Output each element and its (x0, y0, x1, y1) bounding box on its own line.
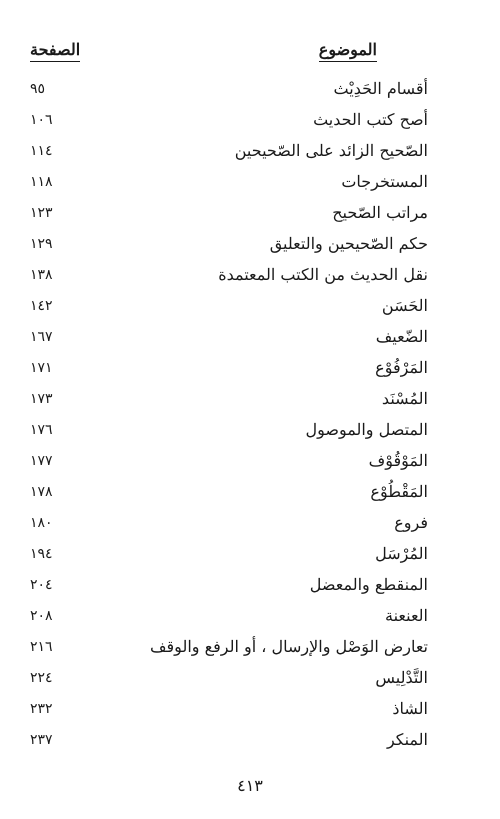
toc-page-number: ١٤٢ (30, 298, 53, 314)
toc-header (30, 40, 473, 64)
toc-row (30, 663, 500, 694)
toc-page-number: ٢٢٤ (30, 670, 53, 686)
toc-page-number: ٩٥ (30, 81, 46, 97)
page-column-heading: الصفحة (30, 40, 80, 62)
toc-row (30, 136, 500, 167)
toc-topic: تعارض الوَصْل والإرسال ، أو الرفع والوقف (149, 637, 428, 656)
toc-topic: أقسام الحَدِيْث (333, 79, 428, 98)
toc-topic: العنعنة (385, 606, 428, 625)
toc-topic: المُسْنَد (381, 389, 428, 408)
toc-row (30, 539, 500, 570)
toc-page-number: ١٩٤ (30, 546, 53, 562)
toc-page-number: ١٣٨ (30, 267, 53, 283)
toc-topic: التَّدْلِيس (375, 668, 428, 687)
toc-topic: المَقْطُوْع (370, 482, 428, 501)
toc-page-number: ٢٠٤ (30, 577, 53, 593)
toc-page-number: ١٢٣ (30, 205, 53, 221)
toc-row (30, 694, 500, 725)
toc-topic: الحَسَن (381, 296, 428, 315)
toc-row (30, 632, 500, 663)
toc-topic: حكم الصّحيحين والتعليق (269, 234, 428, 253)
toc-row (30, 508, 500, 539)
toc-topic: المستخرجات (341, 172, 428, 191)
toc-topic: الضّعيف (375, 327, 428, 346)
toc-topic: المَرْفُوْع (375, 358, 428, 377)
toc-topic: نقل الحديث من الكتب المعتمدة (218, 265, 428, 284)
toc-page-number: ٢٠٨ (30, 608, 53, 624)
toc-page-number: ١٧٨ (30, 484, 53, 500)
toc-row (30, 353, 500, 384)
toc-topic: المُرْسَل (375, 544, 428, 563)
toc-page-number: ١٧٧ (30, 453, 53, 469)
toc-row (30, 229, 500, 260)
toc-page-number: ١٦٧ (30, 329, 53, 345)
toc-page-number: ٢٣٢ (30, 701, 53, 717)
toc-topic: المتصل والموصول (305, 420, 428, 439)
toc-row (30, 105, 500, 136)
page-folio-number: ٤١٣ (237, 776, 263, 795)
toc-row (30, 477, 500, 508)
toc-topic: مراتب الصّحيح (332, 203, 428, 222)
toc-page-number: ١١٨ (30, 174, 53, 190)
toc-topic: المنكر (386, 730, 428, 749)
toc-topic: أصح كتب الحديث (313, 110, 428, 129)
toc-row (30, 322, 500, 353)
toc-topic: الشاذ (392, 699, 428, 718)
toc-row (30, 198, 500, 229)
toc-page-number: ١١٤ (30, 143, 53, 159)
toc-row (30, 74, 500, 105)
topic-column-heading: الموضوع (319, 40, 377, 62)
toc-topic: المَوْقُوْف (368, 451, 428, 470)
toc-topic: فروع (394, 513, 428, 532)
toc-topic: المنقطع والمعضل (309, 575, 428, 594)
table-of-contents (30, 74, 500, 756)
toc-page-number: ١٧٣ (30, 391, 53, 407)
toc-topic: الصّحيح الزائد على الصّحيحين (234, 141, 428, 160)
toc-page-number: ١٧١ (30, 360, 53, 376)
toc-page-number: ٢٣٧ (30, 732, 53, 748)
toc-row (30, 570, 500, 601)
toc-page-number: ١٢٩ (30, 236, 53, 252)
toc-row (30, 167, 500, 198)
toc-row (30, 415, 500, 446)
toc-page-number: ١٨٠ (30, 515, 53, 531)
toc-row (30, 384, 500, 415)
toc-page-number: ١٠٦ (30, 112, 53, 128)
toc-page-number: ١٧٦ (30, 422, 53, 438)
toc-row (30, 260, 500, 291)
toc-row (30, 725, 500, 756)
toc-row (30, 601, 500, 632)
toc-page-number: ٢١٦ (30, 639, 53, 655)
toc-row (30, 291, 500, 322)
toc-row (30, 446, 500, 477)
